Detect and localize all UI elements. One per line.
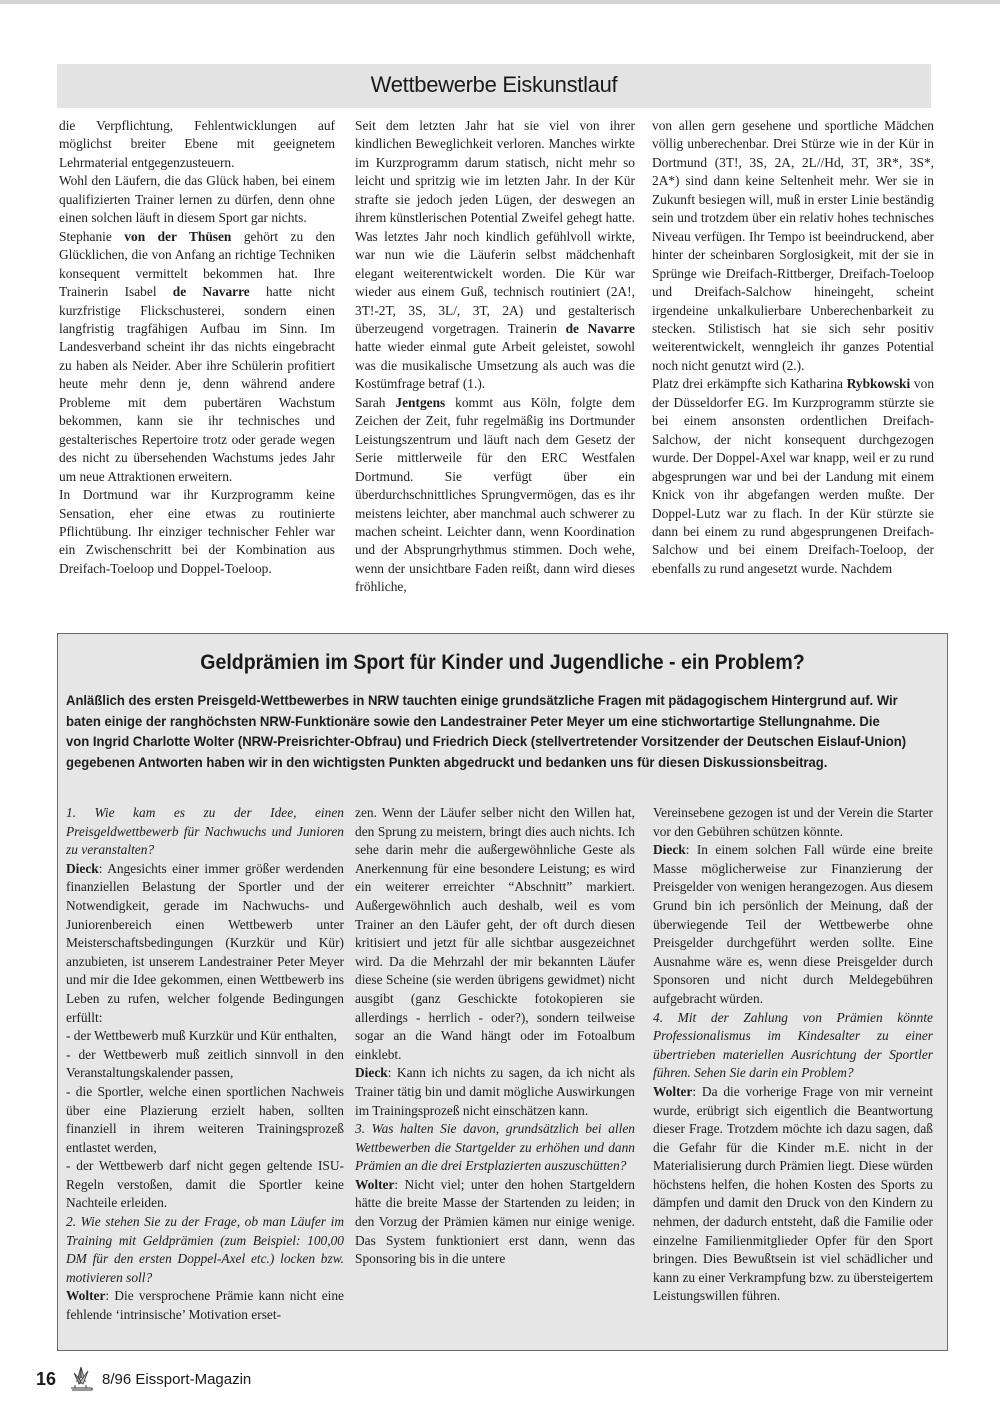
paragraph [355, 804, 635, 1064]
paragraph [66, 860, 344, 1027]
text-run: - der Wettbewerb muß Kurzkür und Kür enthalten, [66, 1028, 337, 1044]
text-run: Sarah [355, 394, 396, 410]
text-run: Wohl den Läufern, die das Glück haben, bei einem qualifizierten Trainer lernen zu dürfen, denn ohne einen solchen läuft in diesem Sport gar nichts. [59, 173, 335, 226]
section-header [57, 64, 931, 108]
text-run: : Angesichts einer immer größer werdenden finanziellen Belastung der Sportler und der Notwendigkeit, gerade im Nachwuchs- und Juniorenbereich einen Wettbewerb unter Meisterschaftsbedingungen (Kurzkür und Kür) anzubieten, ist unserem Landestrainer Peter Meyer und mir die Idee gekommen, einen Wettbewerb ins Leben zu rufen, welcher folgende Bedingungen erfüllt: [66, 860, 344, 1025]
paragraph [59, 228, 335, 486]
text-run: : Nicht viel; unter den hohen Startgeldern hätte die breite Masse der Startenden zu leiden; in den Vorzug der Prämien kämen nur einige wenige. Das System funktioniert erst dann, wenn das Sponsoring bis in die untere [355, 1176, 635, 1267]
article-column-1 [59, 117, 335, 578]
question-text: 3. Was halten Sie davon, grundsätzlich bei allen Wettbewerben die Startgelder zu erhöhen und dann Prämien an die drei Erstplazierten auszuschütten? [355, 1121, 635, 1174]
paragraph [653, 1083, 933, 1306]
box-column-1 [66, 804, 344, 1325]
paragraph [653, 1009, 933, 1083]
text-run: die Verpflichtung, Fehlentwicklungen auf möglichst breiter Ebene mit geeignetem Lehrmaterial entgegenzusteuern. [59, 118, 335, 170]
paragraph [59, 117, 335, 172]
text-run: - der Wettbewerb muß zeitlich sinnvoll in den Veranstaltungskalender passen, [66, 1046, 344, 1081]
paragraph [66, 1027, 344, 1046]
text-run: - die Sportler, welche einen sportlichen Nachweis über eine Plazierung erzielt haben, sollten finanziell in ihrem weiteren Trainingsprozeß entlastet werden, [66, 1083, 344, 1155]
paragraph [59, 486, 335, 578]
paragraph [652, 117, 934, 375]
bold-name: Wolter [653, 1083, 693, 1099]
paragraph [355, 1176, 635, 1269]
box-column-3 [653, 804, 933, 1306]
question-text: 2. Wie stehen Sie zu der Frage, ob man Läufer im Training mit Geldprämien (zum Beispiel: 100,00 DM für den ersten Doppel-Axel etc.) locken bzw. motivieren soll? [66, 1214, 344, 1285]
bold-name: von der Thüsen [124, 228, 232, 244]
text-run: von der Düsseldorfer EG. Im Kurzprogramm stürzte sie bei einem ansonsten ordentlichen Dreifach-Salchow, der nicht konsequent durchgezogen wurde. Der Doppel-Axel war knapp, weil er zu rund abgesprungen war und bei der Landung mit einem Knick von ihr abgefangen werden mußte. Der Doppel-Lutz war zu flach. In der Kür stürzte sie dann bei einem zu rund abgesprungenen Dreifach-Salchow und bei einem Dreifach-Toeloop, der ebenfalls zu rund angesetzt wurde. Nachdem [652, 376, 935, 576]
paragraph [66, 1046, 344, 1083]
box-title: Geldprämien im Sport für Kinder und Jugendliche - ein Problem? [200, 651, 805, 674]
bold-name: Jentgens [395, 394, 446, 410]
text-run: kommt aus Köln, folgte dem Zeichen der Zeit, fuhr regelmäßig ins Dortmunder Leistungszentrum und läuft nach dem Gesetz der Serie mittlerweile für den ERC Westfalen Dortmund. Sie verfügt über ein überdurchschnittliches Sprungvermögen, das es ihr meistens leichter, aber manchmal auch schwerer zu machen scheint. Leichter dann, wenn Koordination und der Absprungrhythmus stimmen. Doch wehe, wenn der unsichtbare Faden reißt, dann wird dieses fröhliche, [355, 394, 635, 595]
bold-name: Wolter [355, 1176, 395, 1192]
bold-name: Dieck [355, 1065, 388, 1081]
question-text: 1. Wie kam es zu der Idee, einen Preisgeldwettbewerb für Nachwuchs und Junioren zu veranstalten? [66, 805, 344, 858]
bold-name: de Navarre [565, 320, 635, 336]
text-run: In Dortmund war ihr Kurzprogramm keine Sensation, eher eine etwas zu routinierte Pflichtübung. Ihr einziger technischer Fehler war ein Zwischenschritt bei der Kombination aus Dreifach-Toeloop und Doppel-Toeloop. [59, 487, 335, 576]
sidebar-box-interview [57, 633, 948, 1351]
paragraph [355, 1064, 635, 1120]
bold-name: de Navarre [172, 284, 250, 300]
paragraph [66, 1213, 344, 1287]
paragraph [66, 1083, 344, 1157]
paragraph [355, 394, 635, 597]
paragraph [59, 172, 335, 227]
article-column-3 [652, 117, 934, 578]
box-intro: Anläßlich des ersten Preisgeld-Wettbewerbes in NRW tauchten einige grundsätzliche Fragen mit pädagogischem Hintergrund auf. Wir baten einige der ranghöchsten NRW-Funktionäre sowie den Landestrainer Peter Meyer um eine stichwortartige Stellungnahme. Die von Ingrid Charlotte Wolter (NRW-Preisrichter-Obfrau) und Friedrich Dieck (stellvertretender Vorsitzender der Deutschen Eislauf-Union) gegebenen Antworten haben wir in den wichtigsten Punkten abgedruckt und bedanken uns für diesen Diskussionsbeitrag. [66, 693, 907, 771]
text-run: Stephanie [59, 228, 125, 244]
text-run: hatte nicht kurzfristige Flickschusterei, sondern einen langfristig tragfähigen Aufbau im Sinn. Im Landesverband scheint ihr das nichts eingebracht zu haben als Neider. Aber ihre Schülerin profitiert heute mehr denn je, denn während andere Probleme mit dem pubertären Wachstum bekommen, kann sie ihr technisches und gestalterisches Repertoire trotz oder gerade wegen des nicht zu übersehenden Wachstums jedes Jahr um neue Attraktionen erweitern. [59, 284, 335, 484]
paragraph [355, 1120, 635, 1176]
text-run: hatte wieder einmal gute Arbeit geleistet, sowohl was die musikalische Umsetzung als auch was die Kostümfrage betraf (1.). [355, 339, 635, 392]
text-run: Vereinsebene gezogen ist und der Verein die Starter vor den Gebühren schützen könnte. [653, 805, 933, 839]
bold-name: Wolter [66, 1288, 106, 1304]
bold-name: Dieck [653, 842, 686, 858]
paragraph [355, 117, 635, 394]
question-text: 4. Mit der Zahlung von Prämien könnte Professionalismus im Kindesalter zu einer übertrieben materiellen Ausrichtung der Sportler führen. Sehen Sie darin ein Problem? [653, 1009, 933, 1081]
bold-name: Rybkowski [846, 376, 911, 392]
text-run: zen. Wenn der Läufer selber nicht den Willen hat, den Sprung zu meistern, bringt dies auch nichts. Ich sehe darin mehr die außergewöhnliche Geste als Anerkennung für eine besondere Leistung; es wird ein weiterer erreichter “Abschnitt” markiert. Außergewöhnlich auch deshalb, weil es vom Trainer an den Läufer geht, der oft durch diesen kritisiert und jetzt für alle sichtbar ausgezeichnet wird. Da die Mehrzahl der mir bekannten Läufer diese Scheine (sie werden übrigens gewidmet) nicht ausgibt (ganz Geschickte fotokopieren sie allerdings - herrlich - oder?), sondern teilweise sogar an die Wand hängt oder im Fotoalbum einklebt. [355, 805, 635, 1062]
text-run: : Kann ich nichts zu sagen, da ich nicht als Trainer tätig bin und damit mögliche Auswirkungen im Trainingsprozeß nicht einschätzen kann. [355, 1065, 635, 1118]
text-run: - der Wettbewerb darf nicht gegen geltende ISU-Regeln verstoßen, damit die Sportler keine Nachteile erleiden. [66, 1158, 344, 1211]
text-run: : In einem solchen Fall würde eine breite Masse möglicherweise zur Finanzierung der Preisgelder von wenigen herangezogen. Aus diesem Grund bin ich persönlich der Meinung, daß der überwiegende Teil der Wettbewerbe ohne Preisgelder durchgeführt werden sollte. Eine Ausnahme wäre es, wenn diese Preisgelder durch Sponsoren und nicht durch Meldegebühren aufgebracht würden. [653, 842, 933, 1006]
text-run: Seit dem letzten Jahr hat sie viel von ihrer kindlichen Beweglichkeit verloren. Manches wirkte im Kurzprogramm darum statisch, nicht mehr so leicht und spritzig wie im letzten Jahr. In der Kür strafte sie jedoch jeden Lügen, der deswegen an ihrem künstlerischen Potential Zweifel gehegt hatte. Was letztes Jahr noch kindlich gefühlvoll wirkte, war nun wie die Läuferin selbst mädchenhaft elegant weiterentwickelt worden. Die Kür war wieder aus einem Guß, technisch routiniert (2A!, 3T!-2T, 3S, 3L/, 3T, 2A) und gestalterisch überzeugend vorgetragen. Trainerin [355, 118, 635, 336]
ice-skate-logo-icon [68, 1365, 94, 1393]
box-column-2 [355, 804, 635, 1269]
issue-label: 8/96 Eissport-Magazin [102, 1370, 252, 1388]
paragraph [652, 375, 934, 578]
paragraph [66, 1287, 344, 1324]
article-column-2 [355, 117, 635, 597]
scan-edge-strip [0, 0, 1000, 4]
text-run: von allen gern gesehene und sportliche Mädchen völlig unberechenbar. Drei Stürze wie in der Kür in Dortmund (3T!, 3S, 2A, 2L//Hd, 3T, 3R*, 3S*, 2A*) sind dann keine Seltenheit mehr. Wer sie in Zukunft besiegen will, muß in erster Linie beständig sein und trotzdem über ein relativ hohes technisches Niveau verfügen. Ihr Tempo ist beeindruckend, aber hinter der scheinbaren Sorglosigkeit, mit der sie in Sprünge wie Dreifach-Rittberger, Dreifach-Toeloop und Dreifach-Salchow hineingeht, scheint irgendeine unkalkulierbare Unberechenbarkeit zu stecken. Stilistisch hat sie sich sehr positiv weiterentwickelt, wenngleich ihr ganzes Potential noch nicht genutzt wird (2.). [652, 118, 934, 373]
paragraph [653, 804, 933, 841]
text-run: gehört zu den Glücklichen, die von Anfang an richtige Techniken konsequent vermittelt bekommen hat. Ihre Trainerin Isabel [59, 228, 335, 300]
page-footer [36, 1364, 251, 1394]
paragraph [66, 1157, 344, 1213]
text-run: : Die versprochene Prämie kann nicht eine fehlende ‘intrinsische’ Motivation erset- [66, 1288, 344, 1323]
paragraph [653, 841, 933, 1008]
section-title: Wettbewerbe Eiskunstlauf [370, 72, 618, 97]
text-run: : Da die vorherige Frage von mir verneint wurde, erübrigt sich eigentlich die Beantwortung dieser Frage. Trotzdem möchte ich dazu sagen, daß die Gefahr für die Kinder m.E. nicht in der Materialisierung durch Prämien liegt. Diese würden höchstens helfen, die hohen Kosten des Sports zu dämpfen und damit den Druck von den Kindern zu nehmen, der dadurch entsteht, daß die Familie oder einzelne Familienmitglieder Opfer für den Sport bringen. Dies Bewußtsein ist viel schädlicher und kann zu einer Verkrampfung bzw. zu übersteigertem Leistungswillen führen. [653, 1083, 933, 1304]
paragraph [66, 804, 344, 860]
text-run: Platz drei erkämpfte sich Katharina [652, 376, 847, 392]
page-number: 16 [36, 1368, 57, 1389]
bold-name: Dieck [66, 860, 99, 876]
